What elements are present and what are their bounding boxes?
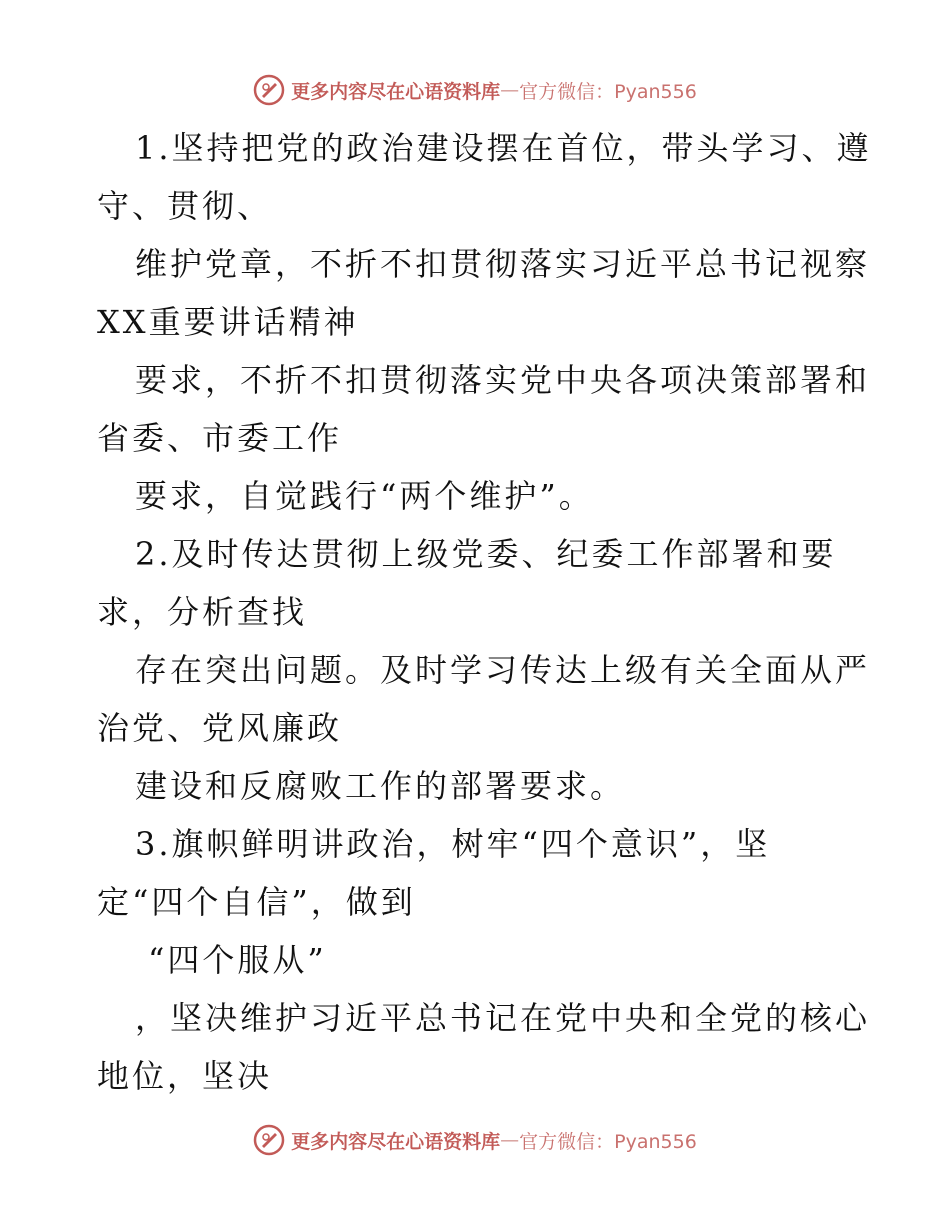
text-line: 1.坚持把党的政治建设摆在首位，带头学习、遵 xyxy=(135,129,872,167)
watermark-brand: 更多内容尽在心语资料库 xyxy=(291,80,501,103)
watermark-contact: 官方微信：Pyan556 xyxy=(519,1130,697,1153)
watermark-header xyxy=(0,70,950,110)
text-line: XX重要讲话精神 xyxy=(97,303,359,341)
watermark-footer xyxy=(0,1120,950,1160)
watermark-contact: 官方微信：Pyan556 xyxy=(519,80,697,103)
text-line: ，坚决维护习近平总书记在党中央和全党的核心 xyxy=(135,999,871,1037)
text-line: 3.旗帜鲜明讲政治，树牢“四个意识”，坚 xyxy=(135,825,771,863)
text-line: 地位，坚决 xyxy=(97,1057,273,1095)
text-line: 要求，自觉践行“两个维护”。 xyxy=(135,477,594,515)
logo-icon xyxy=(253,74,285,106)
text-line: 治党、党风廉政 xyxy=(97,709,343,747)
text-line: 省委、市委工作 xyxy=(97,419,343,457)
text-line: 要求，不折不扣贯彻落实党中央各项决策部署和 xyxy=(135,361,871,399)
watermark-brand: 更多内容尽在心语资料库 xyxy=(291,1130,501,1153)
text-line: 守、贯彻、 xyxy=(97,187,273,225)
watermark-separator: — xyxy=(500,1129,520,1151)
logo-icon xyxy=(253,1124,285,1156)
text-line: 定“四个自信”，做到 xyxy=(97,883,416,921)
text-line: 2.及时传达贯彻上级党委、纪委工作部署和要 xyxy=(135,535,837,573)
text-line: 维护党章，不折不扣贯彻落实习近平总书记视察 xyxy=(135,245,871,283)
text-line: 存在突出问题。及时学习传达上级有关全面从严 xyxy=(135,651,871,689)
text-line: “四个服从” xyxy=(148,941,327,979)
text-line: 建设和反腐败工作的部署要求。 xyxy=(135,767,626,805)
watermark-separator: — xyxy=(500,79,520,101)
text-line: 求，分析查找 xyxy=(97,593,308,631)
